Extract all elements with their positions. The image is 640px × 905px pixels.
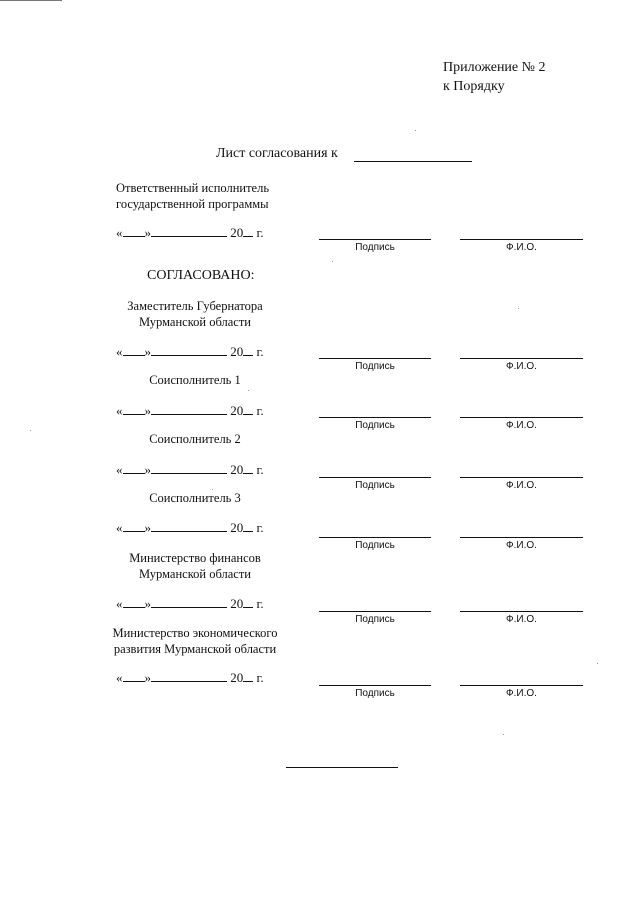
scan-speck bbox=[415, 130, 416, 131]
scan-speck bbox=[503, 734, 504, 735]
name-line bbox=[460, 537, 583, 538]
name-line bbox=[460, 239, 583, 240]
signature-caption: Подпись bbox=[355, 480, 395, 491]
scan-speck bbox=[212, 489, 213, 490]
party-label-line1: Заместитель Губернатора bbox=[127, 299, 263, 313]
sheet-title: Лист согласования к bbox=[216, 146, 338, 161]
date-row: « » 20 г. bbox=[116, 596, 264, 611]
signature-line bbox=[319, 477, 431, 478]
appendix-reference: к Порядку bbox=[443, 79, 505, 94]
signature-line bbox=[319, 239, 431, 240]
party-label-line2: Мурманской области bbox=[138, 315, 251, 329]
party-label-line1: Соисполнитель 1 bbox=[149, 373, 241, 387]
signature-caption: Подпись bbox=[355, 420, 395, 431]
name-line bbox=[460, 417, 583, 418]
date-row: « » 20 г. bbox=[116, 670, 264, 685]
name-line bbox=[460, 477, 583, 478]
scan-speck bbox=[518, 308, 519, 309]
date-row: « » 20 г. bbox=[116, 462, 264, 477]
scan-speck bbox=[332, 261, 333, 262]
party-label-line1: Соисполнитель 3 bbox=[149, 491, 241, 505]
party-label-line1: Соисполнитель 2 bbox=[149, 432, 241, 446]
name-caption: Ф.И.О. bbox=[506, 688, 537, 699]
name-caption: Ф.И.О. bbox=[506, 480, 537, 491]
responsible-label-line2: государственной программы bbox=[116, 197, 269, 211]
approved-heading: СОГЛАСОВАНО: bbox=[147, 268, 255, 283]
name-caption: Ф.И.О. bbox=[506, 242, 537, 253]
party-label-line1: Министерство экономического bbox=[112, 626, 278, 640]
signature-line bbox=[319, 358, 431, 359]
name-caption: Ф.И.О. bbox=[506, 540, 537, 551]
date-row: « » 20 г. bbox=[116, 520, 264, 535]
closing-rule bbox=[286, 767, 398, 768]
party-label-line1: Министерство финансов bbox=[129, 551, 261, 565]
signature-line bbox=[319, 417, 431, 418]
party-label-line2: развития Мурманской области bbox=[113, 642, 277, 656]
scan-speck bbox=[248, 390, 249, 391]
top-scan-rule bbox=[0, 0, 62, 1]
signature-line bbox=[319, 685, 431, 686]
date-row: « » 20 г. bbox=[116, 225, 264, 240]
title-blank-line bbox=[354, 161, 472, 162]
signature-caption: Подпись bbox=[355, 540, 395, 551]
signature-line bbox=[319, 537, 431, 538]
appendix-number: Приложение № 2 bbox=[443, 60, 546, 75]
signature-line bbox=[319, 611, 431, 612]
signature-caption: Подпись bbox=[355, 688, 395, 699]
scan-speck bbox=[30, 430, 31, 431]
party-label-line2: Мурманской области bbox=[138, 567, 251, 581]
responsible-label-line1: Ответственный исполнитель bbox=[116, 181, 270, 195]
name-line bbox=[460, 358, 583, 359]
signature-caption: Подпись bbox=[355, 361, 395, 372]
name-line bbox=[460, 685, 583, 686]
name-line bbox=[460, 611, 583, 612]
signature-caption: Подпись bbox=[355, 242, 395, 253]
date-row: « » 20 г. bbox=[116, 403, 264, 418]
name-caption: Ф.И.О. bbox=[506, 361, 537, 372]
date-row: « » 20 г. bbox=[116, 344, 264, 359]
name-caption: Ф.И.О. bbox=[506, 420, 537, 431]
signature-caption: Подпись bbox=[355, 614, 395, 625]
scan-speck bbox=[597, 663, 598, 664]
name-caption: Ф.И.О. bbox=[506, 614, 537, 625]
